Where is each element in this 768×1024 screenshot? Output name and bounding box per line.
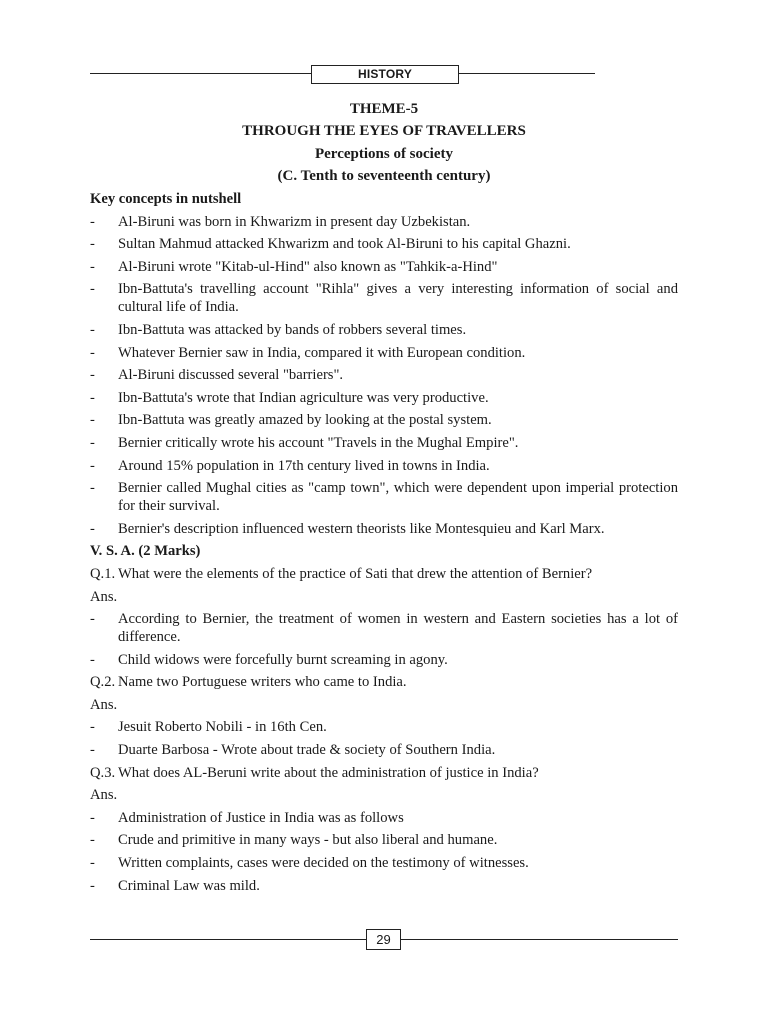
key-concepts-heading: Key concepts in nutshell	[90, 191, 242, 207]
list-item: - Ibn-Battuta was greatly amazed by looking at the postal system.	[90, 411, 678, 429]
question-block-2	[90, 673, 678, 759]
header-rule-right	[459, 73, 595, 74]
list-item: - Administration of Justice in India was as follows	[90, 809, 678, 827]
list-item: - Bernier's description influenced western theorists like Montesquieu and Karl Marx.	[90, 520, 678, 538]
answer-list-1	[90, 610, 678, 669]
list-item: - Ibn-Battuta was attacked by bands of robbers several times.	[90, 321, 678, 339]
section-header-label: HISTORY	[311, 65, 459, 84]
list-item: - Duarte Barbosa - Wrote about trade & society of Southern India.	[90, 741, 678, 759]
question-2	[90, 673, 678, 691]
question-3	[90, 764, 678, 782]
answer-list-2	[90, 718, 678, 759]
list-item: - Written complaints, cases were decided on the testimony of witnesses.	[90, 854, 678, 872]
list-item: - According to Bernier, the treatment of women in western and Eastern societies has a lot of difference.	[90, 610, 678, 646]
answer-label: Ans.	[90, 787, 118, 804]
question-text: Name two Portuguese writers who came to India.	[118, 674, 407, 691]
list-item: - Whatever Bernier saw in India, compared it with European condition.	[90, 344, 678, 362]
answer-label: Ans.	[90, 696, 118, 713]
footer-rule-left	[90, 939, 366, 940]
footer-rule-right	[401, 939, 678, 940]
question-1	[90, 565, 678, 583]
list-item: - Criminal Law was mild.	[90, 877, 678, 895]
list-item: - Ibn-Battuta's travelling account "Rihla" gives a very interesting information of social and cultural life of India.	[90, 280, 678, 316]
list-item: - Around 15% population in 17th century lived in towns in India.	[90, 457, 678, 475]
page-number: 29	[366, 929, 401, 950]
list-item: - Bernier called Mughal cities as "camp town", which were dependent upon imperial protection for their survival.	[90, 479, 678, 515]
question-text: What were the elements of the practice of Sati that drew the attention of Bernier?	[118, 565, 593, 582]
question-text: What does AL-Beruni write about the administration of justice in India?	[118, 764, 539, 781]
list-item: - Al-Biruni was born in Khwarizm in present day Uzbekistan.	[90, 213, 678, 231]
chapter-title: THROUGH THE EYES OF TRAVELLERS	[242, 123, 526, 139]
question-number: Q.2.	[90, 674, 116, 691]
list-item: - Child widows were forcefully burnt screaming in agony.	[90, 651, 678, 669]
list-item: - Jesuit Roberto Nobili - in 16th Cen.	[90, 718, 678, 736]
question-block-1	[90, 565, 678, 669]
theme-number: THEME-5	[349, 101, 419, 117]
list-item: - Al-Biruni wrote "Kitab-ul-Hind" also known as "Tahkik-a-Hind"	[90, 258, 678, 276]
list-item: - Ibn-Battuta's wrote that Indian agriculture was very productive.	[90, 389, 678, 407]
list-item: - Bernier critically wrote his account "Travels in the Mughal Empire".	[90, 434, 678, 452]
chapter-subtitle: Perceptions of society	[314, 146, 454, 162]
chapter-period: (C. Tenth to seventeenth century)	[277, 168, 491, 184]
answer-list-3	[90, 809, 678, 895]
list-item: - Al-Biruni discussed several "barriers".	[90, 366, 678, 384]
key-concepts-list	[90, 213, 678, 538]
list-item: - Crude and primitive in many ways - but also liberal and humane.	[90, 831, 678, 849]
question-number: Q.3.	[90, 764, 116, 781]
header-rule-left	[90, 73, 311, 74]
question-block-3	[90, 764, 678, 895]
question-number: Q.1.	[90, 565, 116, 582]
page-content	[90, 190, 678, 899]
answer-label: Ans.	[90, 588, 118, 605]
list-item: - Sultan Mahmud attacked Khwarizm and took Al-Biruni to his capital Ghazni.	[90, 235, 678, 253]
vsa-heading: V. S. A. (2 Marks)	[90, 543, 201, 560]
